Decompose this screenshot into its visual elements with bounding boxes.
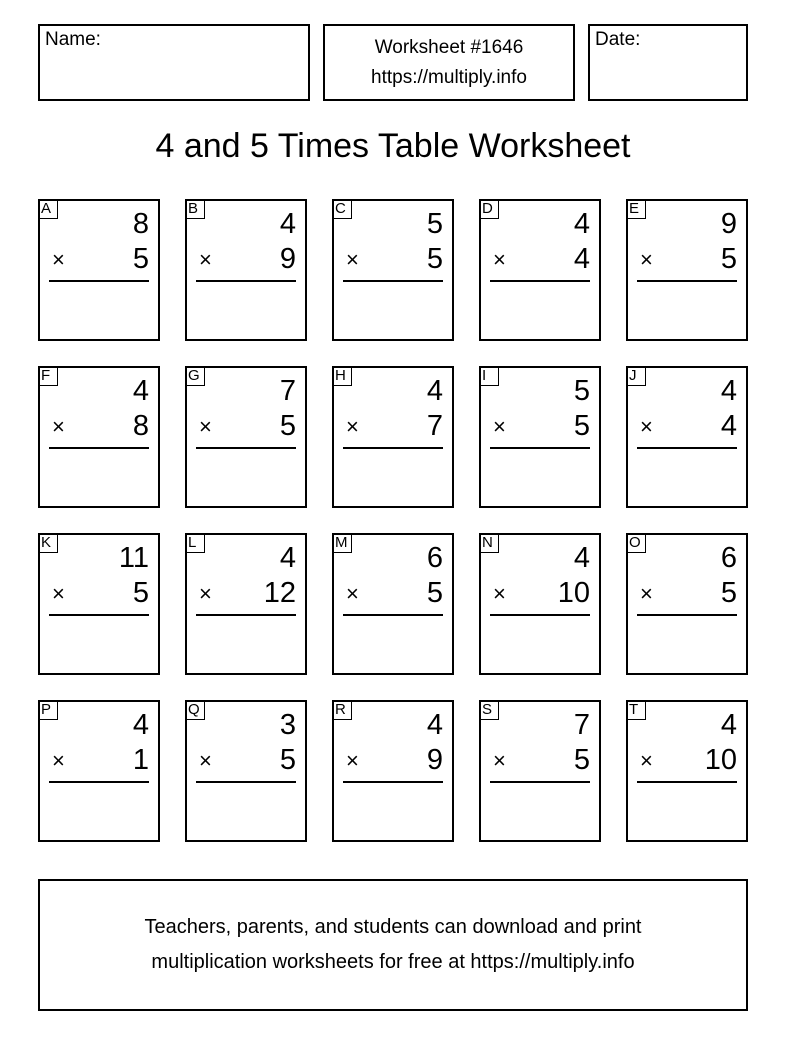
top-number: 4	[720, 375, 737, 407]
bottom-number: 5	[573, 744, 590, 776]
bottom-number: 10	[704, 744, 737, 776]
top-number: 6	[426, 542, 443, 574]
problem-letter: M	[332, 533, 352, 553]
answer-line	[49, 447, 149, 449]
name-label: Name:	[45, 29, 101, 50]
problem-card[interactable]	[38, 700, 160, 842]
problem-letter: R	[332, 700, 352, 720]
times-sign: ×	[640, 581, 653, 606]
worksheet-number: Worksheet #1646	[374, 37, 524, 58]
bottom-number: 8	[132, 410, 149, 442]
top-number: 4	[279, 542, 296, 574]
bottom-number: 9	[426, 744, 443, 776]
problem-card[interactable]	[332, 700, 454, 842]
times-sign: ×	[199, 414, 212, 439]
times-sign: ×	[640, 748, 653, 773]
problem-letter: L	[185, 533, 205, 553]
top-number: 4	[573, 542, 590, 574]
problem-card[interactable]	[332, 366, 454, 508]
top-number: 7	[279, 375, 296, 407]
problem-letter: K	[38, 533, 58, 553]
answer-line	[490, 280, 590, 282]
times-sign: ×	[52, 581, 65, 606]
top-number: 3	[279, 709, 296, 741]
bottom-number: 5	[573, 410, 590, 442]
problem-card[interactable]	[479, 199, 601, 341]
bottom-number: 1	[132, 744, 149, 776]
answer-line	[49, 781, 149, 783]
answer-line	[490, 447, 590, 449]
answer-line	[343, 614, 443, 616]
problem-letter: Q	[185, 700, 205, 720]
times-sign: ×	[640, 247, 653, 272]
problem-card[interactable]	[38, 533, 160, 675]
problem-card[interactable]	[626, 199, 748, 341]
problem-letter: T	[626, 700, 646, 720]
bottom-number: 5	[132, 577, 149, 609]
problem-card[interactable]	[626, 700, 748, 842]
bottom-number: 4	[720, 410, 737, 442]
top-number: 4	[279, 208, 296, 240]
problem-letter: S	[479, 700, 499, 720]
problem-card[interactable]	[479, 533, 601, 675]
answer-line	[637, 447, 737, 449]
footer-line-1: Teachers, parents, and students can download and print	[144, 916, 642, 938]
top-number: 4	[132, 709, 149, 741]
problem-card[interactable]	[626, 366, 748, 508]
problem-letter: O	[626, 533, 646, 553]
bottom-number: 5	[426, 243, 443, 275]
problem-letter: G	[185, 366, 205, 386]
times-sign: ×	[52, 414, 65, 439]
times-sign: ×	[493, 581, 506, 606]
answer-line	[343, 781, 443, 783]
page-title: 4 and 5 Times Table Worksheet	[155, 127, 631, 165]
top-number: 4	[426, 375, 443, 407]
problem-letter: B	[185, 199, 205, 219]
answer-line	[196, 447, 296, 449]
problem-letter: E	[626, 199, 646, 219]
problem-card[interactable]	[626, 533, 748, 675]
answer-line	[343, 280, 443, 282]
problem-letter: C	[332, 199, 352, 219]
answer-line	[637, 781, 737, 783]
problem-card[interactable]	[185, 533, 307, 675]
bottom-number: 7	[426, 410, 443, 442]
problem-letter: N	[479, 533, 499, 553]
answer-line	[637, 614, 737, 616]
problem-card[interactable]	[479, 700, 601, 842]
bottom-number: 5	[279, 744, 296, 776]
times-sign: ×	[199, 247, 212, 272]
top-number: 9	[720, 208, 737, 240]
bottom-number: 5	[720, 577, 737, 609]
top-number: 4	[132, 375, 149, 407]
times-sign: ×	[52, 748, 65, 773]
answer-line	[490, 614, 590, 616]
top-number: 7	[573, 709, 590, 741]
times-sign: ×	[199, 748, 212, 773]
bottom-number: 5	[426, 577, 443, 609]
name-field[interactable]	[38, 24, 310, 101]
bottom-number: 12	[263, 577, 296, 609]
times-sign: ×	[640, 414, 653, 439]
problem-letter: D	[479, 199, 499, 219]
top-number: 8	[132, 208, 149, 240]
problem-card[interactable]	[185, 700, 307, 842]
bottom-number: 5	[279, 410, 296, 442]
date-label: Date:	[595, 29, 641, 50]
times-sign: ×	[52, 247, 65, 272]
footer-box	[38, 879, 748, 1011]
problem-card[interactable]	[479, 366, 601, 508]
problem-card[interactable]	[185, 199, 307, 341]
answer-line	[49, 280, 149, 282]
top-number: 4	[426, 709, 443, 741]
top-number: 5	[573, 375, 590, 407]
problem-letter: I	[479, 366, 499, 386]
times-sign: ×	[493, 247, 506, 272]
answer-line	[637, 280, 737, 282]
problem-letter: A	[38, 199, 58, 219]
top-number: 5	[426, 208, 443, 240]
bottom-number: 10	[557, 577, 590, 609]
times-sign: ×	[346, 748, 359, 773]
answer-line	[49, 614, 149, 616]
problem-letter: F	[38, 366, 58, 386]
bottom-number: 5	[720, 243, 737, 275]
bottom-number: 9	[279, 243, 296, 275]
problem-card[interactable]	[332, 199, 454, 341]
times-sign: ×	[346, 414, 359, 439]
footer-line-2: multiplication worksheets for free at https://multiply.info	[151, 951, 635, 973]
problem-card[interactable]	[332, 533, 454, 675]
bottom-number: 4	[573, 243, 590, 275]
worksheet-url: https://multiply.info	[371, 67, 527, 88]
answer-line	[196, 280, 296, 282]
problem-letter: P	[38, 700, 58, 720]
problem-card[interactable]	[185, 366, 307, 508]
bottom-number: 5	[132, 243, 149, 275]
answer-line	[490, 781, 590, 783]
problem-letter: H	[332, 366, 352, 386]
problem-card[interactable]	[38, 199, 160, 341]
top-number: 11	[118, 542, 149, 574]
times-sign: ×	[493, 748, 506, 773]
times-sign: ×	[199, 581, 212, 606]
worksheet-info-box	[323, 24, 575, 101]
top-number: 4	[720, 709, 737, 741]
times-sign: ×	[493, 414, 506, 439]
times-sign: ×	[346, 247, 359, 272]
date-field[interactable]	[588, 24, 748, 101]
top-number: 4	[573, 208, 590, 240]
top-number: 6	[720, 542, 737, 574]
answer-line	[196, 614, 296, 616]
times-sign: ×	[346, 581, 359, 606]
problem-card[interactable]	[38, 366, 160, 508]
problem-letter: J	[626, 366, 646, 386]
answer-line	[196, 781, 296, 783]
answer-line	[343, 447, 443, 449]
